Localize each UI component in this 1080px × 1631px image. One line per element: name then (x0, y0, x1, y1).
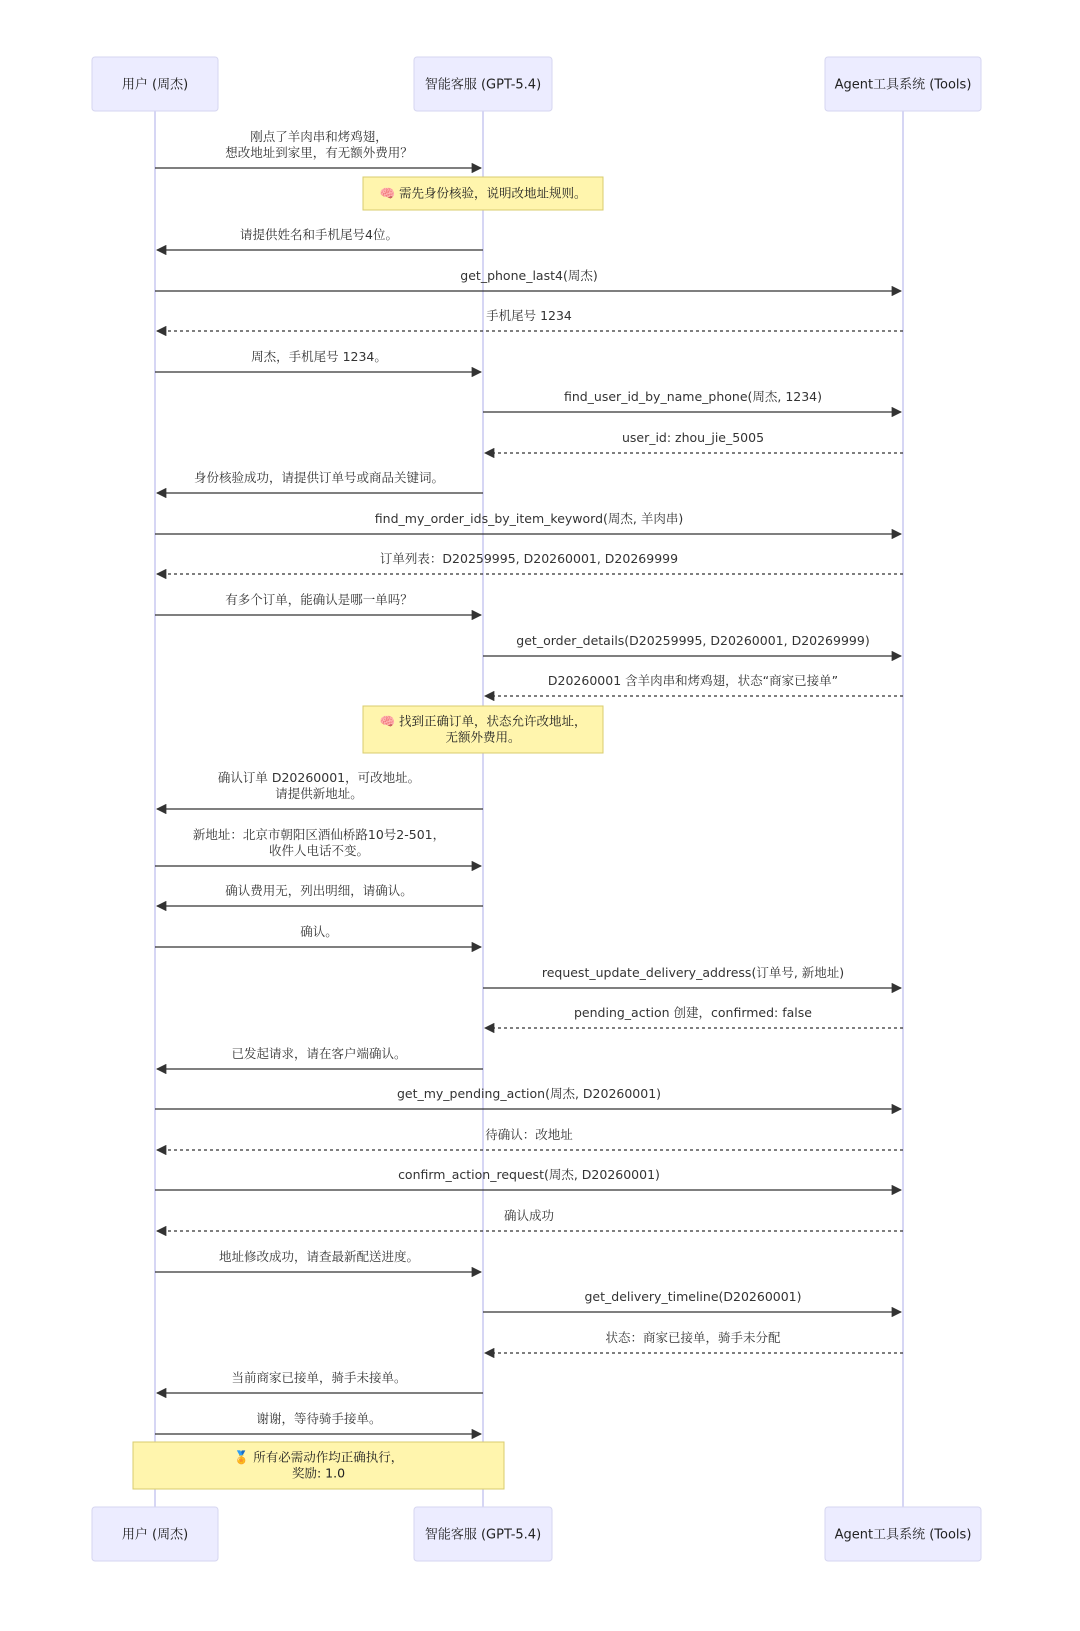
message-user-to-agent (155, 592, 481, 615)
message-agent-to-user (157, 1046, 483, 1069)
message-label: 手机尾号 1234 (486, 308, 572, 323)
message-label: get_my_pending_action(周杰, D20260001) (396, 1086, 662, 1101)
message-label: 待确认：改地址 (485, 1127, 573, 1142)
message-label: 当前商家已接单，骑手未接单。 (231, 1370, 407, 1385)
message-label: 刚点了羊肉串和烤鸡翅， (250, 129, 388, 144)
message-label: request_update_delivery_address(订单号, 新地址) (541, 965, 845, 980)
message-label: get_delivery_timeline(D20260001) (584, 1289, 802, 1304)
actor-user-top (92, 57, 218, 111)
message-label: 确认订单 D20260001，可改地址。 (217, 770, 421, 785)
note (363, 706, 603, 753)
message-user-to-agent (155, 1411, 481, 1434)
message-agent-to-user (157, 1370, 483, 1393)
actor-label: 用户 (周杰) (121, 1527, 189, 1543)
message-label: 新地址：北京市朝阳区酒仙桥路10号2-501， (192, 827, 446, 842)
actor-label: 智能客服 (GPT-5.4) (424, 77, 542, 93)
message-agent-to-tools (483, 389, 901, 412)
message-label: 确认成功 (503, 1208, 555, 1223)
message-user-to-agent (155, 924, 481, 947)
message-tools-to-agent (485, 673, 903, 696)
message-agent-to-tools (483, 1289, 901, 1312)
message-label: find_user_id_by_name_phone(周杰, 1234) (563, 389, 823, 404)
message-user-to-tools (155, 511, 901, 534)
message-label: 订单列表：D20259995, D20260001, D20269999 (379, 551, 679, 566)
message-label: confirm_action_request(周杰, D20260001) (398, 1167, 660, 1182)
actor-user-bottom (92, 1507, 218, 1561)
note-text: 🏅 所有必需动作均正确执行， (233, 1449, 404, 1465)
message-user-to-agent (155, 129, 481, 168)
message-agent-to-tools (483, 965, 901, 988)
message-label: 身份核验成功，请提供订单号或商品关键词。 (193, 470, 445, 485)
message-label: 收件人电话不变。 (268, 843, 370, 858)
actors-bottom (92, 1507, 981, 1561)
message-label: 已发起请求，请在客户端确认。 (231, 1046, 407, 1061)
actor-tools-top (825, 57, 981, 111)
message-label: 确认。 (300, 924, 338, 939)
message-label: 有多个订单，能确认是哪一单吗？ (225, 592, 413, 607)
actor-label: Agent工具系统 (Tools) (834, 77, 972, 93)
message-label: get_phone_last4(周杰) (460, 268, 598, 283)
note-text: 奖励: 1.0 (291, 1465, 346, 1481)
message-user-to-agent (155, 349, 481, 372)
note-text: 🧠 找到正确订单，状态允许改地址， (379, 713, 587, 729)
message-tools-to-user (157, 1127, 903, 1150)
message-tools-to-user (157, 551, 903, 574)
actor-label: 智能客服 (GPT-5.4) (424, 1527, 542, 1543)
message-agent-to-user (157, 470, 483, 493)
note (133, 1442, 504, 1489)
message-label: D20260001 含羊肉串和烤鸡翅，状态“商家已接单” (547, 673, 839, 688)
actor-agent-bottom (414, 1507, 552, 1561)
message-tools-to-user (157, 308, 903, 331)
message-user-to-agent (155, 827, 481, 866)
message-label: 请提供姓名和手机尾号4位。 (240, 227, 398, 242)
message-label: 周杰，手机尾号 1234。 (251, 349, 387, 364)
messages (133, 129, 903, 1489)
message-label: 谢谢，等待骑手接单。 (256, 1411, 382, 1426)
actor-tools-bottom (825, 1507, 981, 1561)
message-label: user_id: zhou_jie_5005 (621, 430, 765, 445)
message-label: 状态：商家已接单，骑手未分配 (605, 1330, 781, 1345)
actor-label: 用户 (周杰) (121, 77, 189, 93)
message-tools-to-agent (485, 1005, 903, 1028)
actor-label: Agent工具系统 (Tools) (834, 1527, 972, 1543)
note (363, 177, 603, 210)
message-label: 请提供新地址。 (275, 786, 363, 801)
message-agent-to-user (157, 770, 483, 809)
message-label: get_order_details(D20259995, D20260001, D20269999) (516, 633, 870, 648)
message-agent-to-user (157, 227, 483, 250)
note-text: 🧠 需先身份核验，说明改地址规则。 (379, 185, 587, 201)
message-label: 确认费用无，列出明细，请确认。 (225, 883, 413, 898)
message-tools-to-agent (485, 430, 903, 453)
message-label: 地址修改成功，请查最新配送进度。 (218, 1249, 420, 1264)
message-agent-to-user (157, 883, 483, 906)
message-user-to-tools (155, 1086, 901, 1109)
message-agent-to-tools (483, 633, 901, 656)
actors-top (92, 57, 981, 111)
message-tools-to-user (157, 1208, 903, 1231)
actor-agent-top (414, 57, 552, 111)
message-label: find_my_order_ids_by_item_keyword(周杰, 羊肉串) (374, 511, 684, 526)
message-user-to-tools (155, 268, 901, 291)
message-label: pending_action 创建，confirmed: false (574, 1005, 812, 1020)
message-label: 想改地址到家里，有无额外费用？ (225, 145, 413, 160)
message-user-to-agent (155, 1249, 481, 1272)
message-tools-to-agent (485, 1330, 903, 1353)
message-user-to-tools (155, 1167, 901, 1190)
note-text: 无额外费用。 (445, 729, 521, 745)
